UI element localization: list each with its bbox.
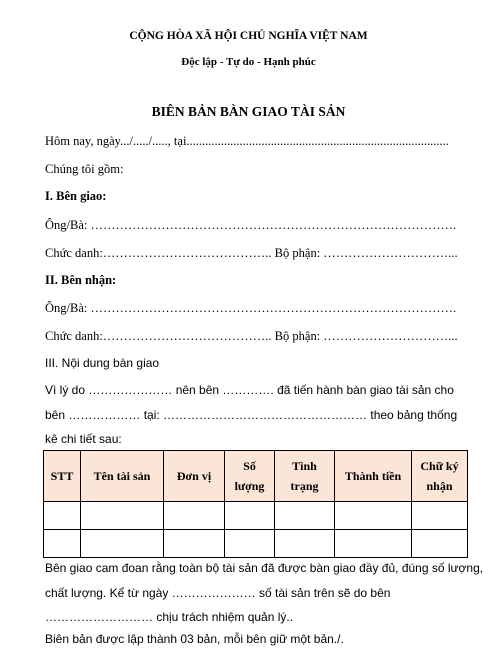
col-header-stt-text: STT (50, 469, 74, 483)
table-cell (225, 502, 275, 530)
table-cell (335, 502, 412, 530)
col-header-signature (412, 451, 468, 502)
col-header-unit (164, 451, 225, 502)
table-row (44, 530, 468, 558)
table-cell (275, 530, 335, 558)
table-cell (335, 530, 412, 558)
receiver-position-line: Chức danh:………………………………….. Bộ phận: …………………………... (45, 329, 458, 343)
closing-line-4: Biên bản được lập thành 03 bản, mỗi bên giữ một bản./. (45, 632, 344, 646)
table-cell (44, 530, 81, 558)
table-cell (44, 502, 81, 530)
content-paragraph-line-1: Vì lý do ………………… nên bên …………. đã tiến hành bàn giao tài sản cho (45, 383, 454, 397)
date-place-line: Hôm nay, ngày.../...../....., tại.................................................................................... (45, 134, 449, 148)
col-header-quantity-line-1: Số (243, 459, 256, 473)
national-motto: Độc lập - Tự do - Hạnh phúc (181, 56, 316, 68)
table-row (44, 502, 468, 530)
col-header-asset-name (81, 451, 164, 502)
content-paragraph-line-3: kê chi tiết sau: (45, 432, 122, 446)
col-header-condition (275, 451, 335, 502)
asset-table-header-row (44, 451, 468, 502)
table-cell (225, 530, 275, 558)
col-header-condition-line-2: trạng (290, 479, 319, 493)
col-header-quantity (225, 451, 275, 502)
col-header-amount-text: Thành tiền (344, 469, 402, 483)
document-title: BIÊN BẢN BÀN GIAO TÀI SẢN (151, 104, 346, 119)
giver-heading: I. Bên giao: (45, 189, 107, 203)
receiver-heading: II. Bên nhận: (45, 273, 117, 287)
closing-line-1: Bên giao cam đoan rằng toàn bộ tài sản đã được bàn giao đầy đủ, đúng số lượng, (45, 561, 484, 575)
asset-table (43, 450, 468, 558)
content-paragraph-line-2: bên ……………… tại: …………………………………………… theo bảng thống (45, 408, 458, 422)
col-header-amount (335, 451, 412, 502)
table-cell (164, 530, 225, 558)
receiver-name-line: Ông/Bà: ……………………………………………………………………………. (45, 301, 457, 315)
table-cell (81, 530, 164, 558)
table-cell (81, 502, 164, 530)
national-title: CỘNG HÒA XÃ HỘI CHỦ NGHĨA VIỆT NAM (129, 30, 368, 42)
table-cell (275, 502, 335, 530)
col-header-unit-text: Đơn vị (176, 469, 212, 483)
col-header-quantity-line-2: lượng (234, 479, 265, 493)
col-header-condition-line-1: Tình (292, 459, 317, 473)
table-cell (164, 502, 225, 530)
we-are-line: Chúng tôi gồm: (45, 162, 124, 176)
giver-position-line: Chức danh:………………………………….. Bộ phận: …………………………... (45, 246, 458, 260)
giver-name-line: Ông/Bà: ……………………………………………………………………………. (45, 218, 457, 232)
table-cell (412, 502, 468, 530)
closing-line-3: ……………………… chịu trách nhiệm quản lý.. (45, 610, 294, 624)
col-header-asset-name-text: Tên tài sản (93, 469, 151, 483)
table-cell (412, 530, 468, 558)
content-heading: III. Nội dung bàn giao (45, 356, 160, 370)
closing-line-2: chất lượng. Kể từ ngày ………………… số tài sản trên sẽ do bên (45, 586, 391, 600)
col-header-stt (44, 451, 81, 502)
col-header-signature-line-1: Chữ ký (420, 459, 459, 473)
col-header-signature-line-2: nhận (426, 479, 453, 493)
